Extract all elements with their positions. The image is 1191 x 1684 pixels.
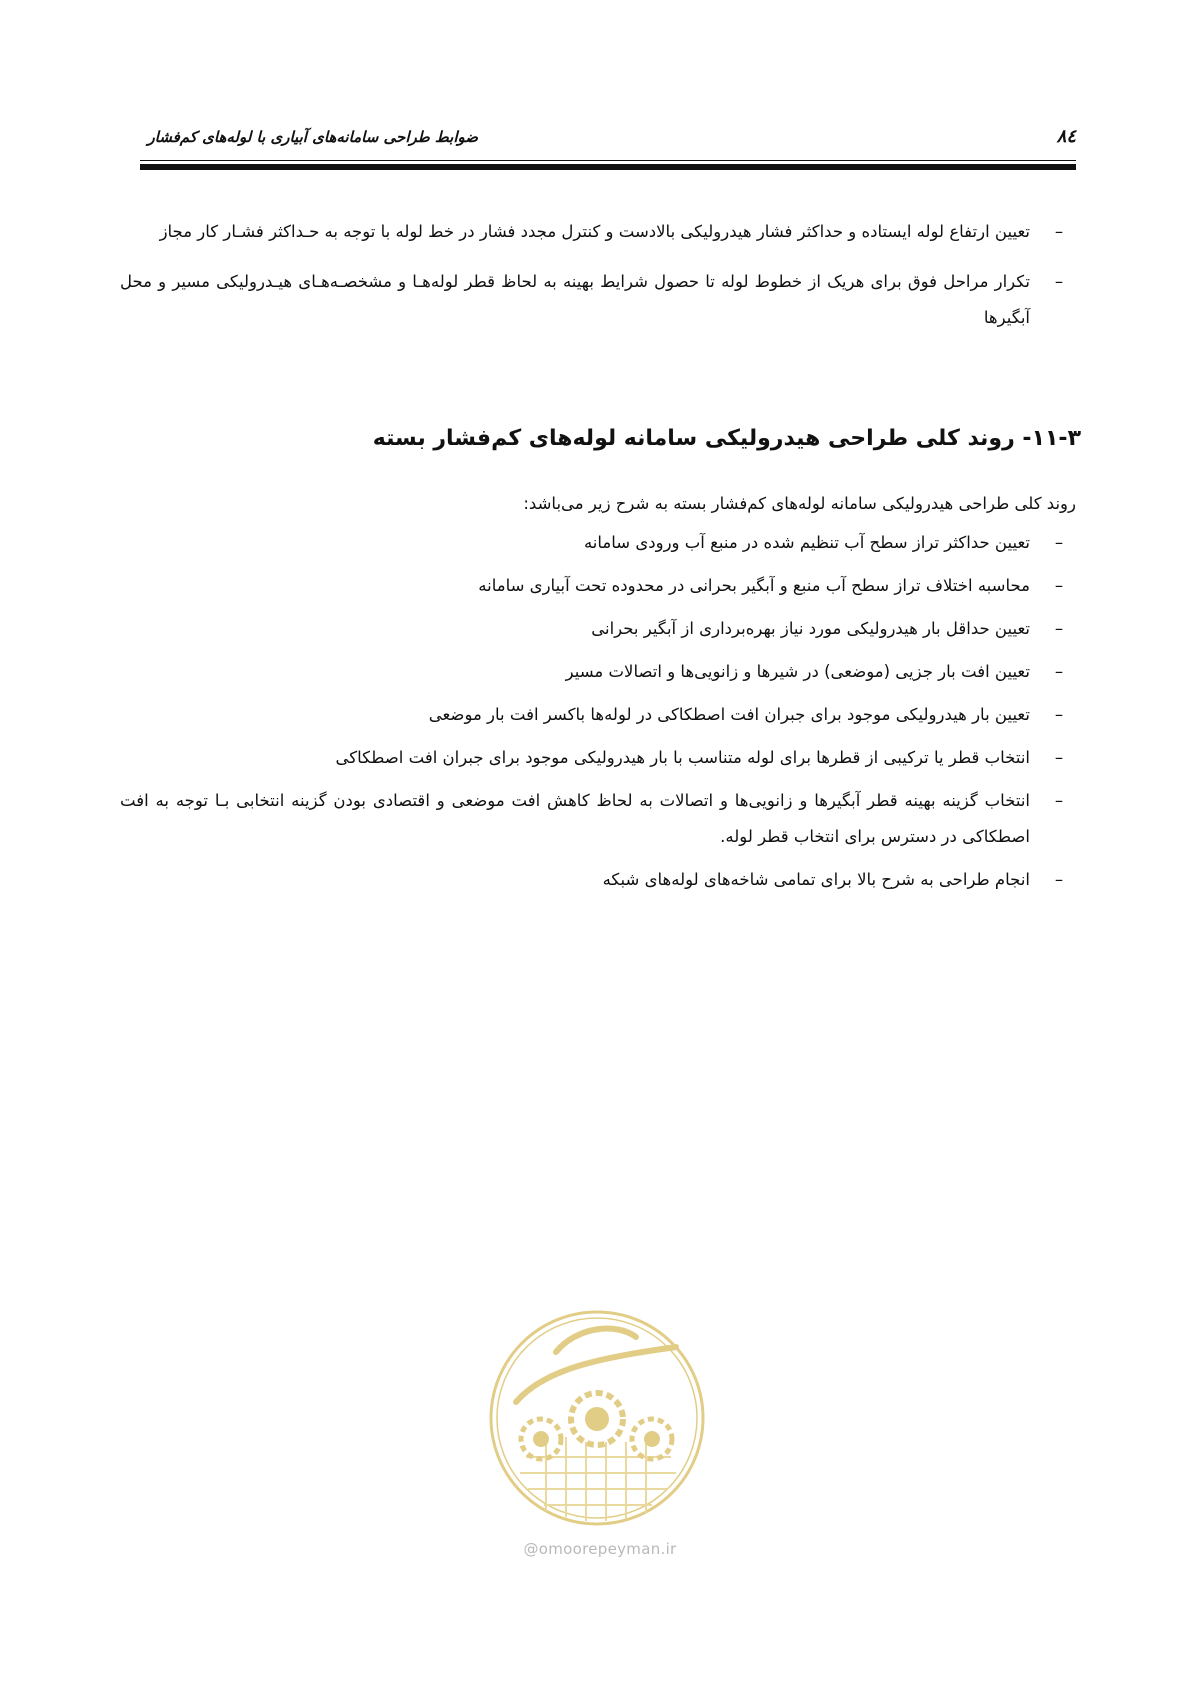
list-item — [120, 611, 1070, 647]
list-item — [120, 783, 1070, 855]
dash-bullet: – — [1054, 705, 1064, 724]
dash-bullet: – — [1054, 576, 1064, 595]
page-number: ۸٤ — [1056, 126, 1076, 147]
dash-bullet: – — [1054, 662, 1064, 681]
list-item-text: تعیین حداقل بار هیدرولیکی مورد نیاز بهره‌برداری از آبگیر بحرانی — [591, 619, 1030, 638]
list-item — [120, 862, 1070, 898]
watermark-logo — [486, 1307, 708, 1529]
list-item-text: محاسبه اختلاف تراز سطح آب منبع و آبگیر بحرانی در محدوده تحت آبیاری سامانه — [478, 576, 1030, 595]
list-item-text: انتخاب قطر یا ترکیبی از قطرها برای لوله متناسب با بار هیدرولیکی موجود برای جبران افت اصطکاکی — [335, 748, 1030, 767]
dash-bullet: – — [1054, 748, 1064, 767]
header-rule-thick — [140, 164, 1076, 170]
design-steps-list — [120, 525, 1070, 905]
list-item — [120, 525, 1070, 561]
dash-bullet: – — [1054, 222, 1064, 241]
watermark-site: @omoorepeyman.ir — [523, 1540, 677, 1558]
section-intro: روند کلی طراحی هیدرولیکی سامانه لوله‌های کم‌فشار بسته به شرح زیر می‌باشد: — [523, 494, 1076, 513]
list-item-text: تعیین ارتفاع لوله ایستاده و حداکثر فشار هیدرولیکی بالادست و کنترل مجدد فشار در خط لوله با توجه به حـداکثر فشـار کار مجاز — [159, 222, 1030, 241]
list-item-text: تکرار مراحل فوق برای هریک از خطوط لوله تا حصول شرایط بهینه به لحاظ قطر لوله‌هـا و مشخصـه‌هـای هیـدرولیکی مسیر و محل آبگیرها — [120, 272, 1030, 327]
running-title: ضوابط طراحی سامانه‌های آبیاری با لوله‌های کم‌فشار — [147, 128, 478, 146]
list-item-text: تعیین بار هیدرولیکی موجود برای جبران افت اصطکاکی در لوله‌ها باکسر افت بار موضعی — [428, 705, 1030, 724]
list-item — [120, 568, 1070, 604]
dash-bullet: – — [1054, 870, 1064, 889]
list-item — [120, 264, 1070, 336]
list-item-text: انجام طراحی به شرح بالا برای تمامی شاخه‌های لوله‌های شبکه — [602, 870, 1030, 889]
header-rule-thin — [140, 160, 1076, 161]
dash-bullet: – — [1054, 791, 1064, 810]
dash-bullet: – — [1054, 272, 1064, 291]
list-item — [120, 214, 1070, 250]
section-heading: ۱۱-۳- روند کلی طراحی هیدرولیکی سامانه لوله‌های کم‌فشار بسته — [372, 426, 1081, 451]
list-item-text: انتخاب گزینه بهینه قطر آبگیرها و زانویی‌ها و اتصالات به لحاظ کاهش افت موضعی و اقتصادی بودن گزینه انتخابی بـا توجه به افت اصطکاکی در دسترس برای انتخاب قطر لوله. — [120, 791, 1030, 846]
dash-bullet: – — [1054, 619, 1064, 638]
continued-bullet-list — [120, 214, 1070, 350]
list-item-text: تعیین حداکثر تراز سطح آب تنظیم شده در منبع آب ورودی سامانه — [583, 533, 1030, 552]
dash-bullet: – — [1054, 533, 1064, 552]
list-item — [120, 697, 1070, 733]
list-item — [120, 654, 1070, 690]
list-item-text: تعیین افت بار جزیی (موضعی) در شیرها و زانویی‌ها و اتصالات مسیر — [565, 662, 1030, 681]
list-item — [120, 740, 1070, 776]
page-header — [140, 128, 1076, 154]
